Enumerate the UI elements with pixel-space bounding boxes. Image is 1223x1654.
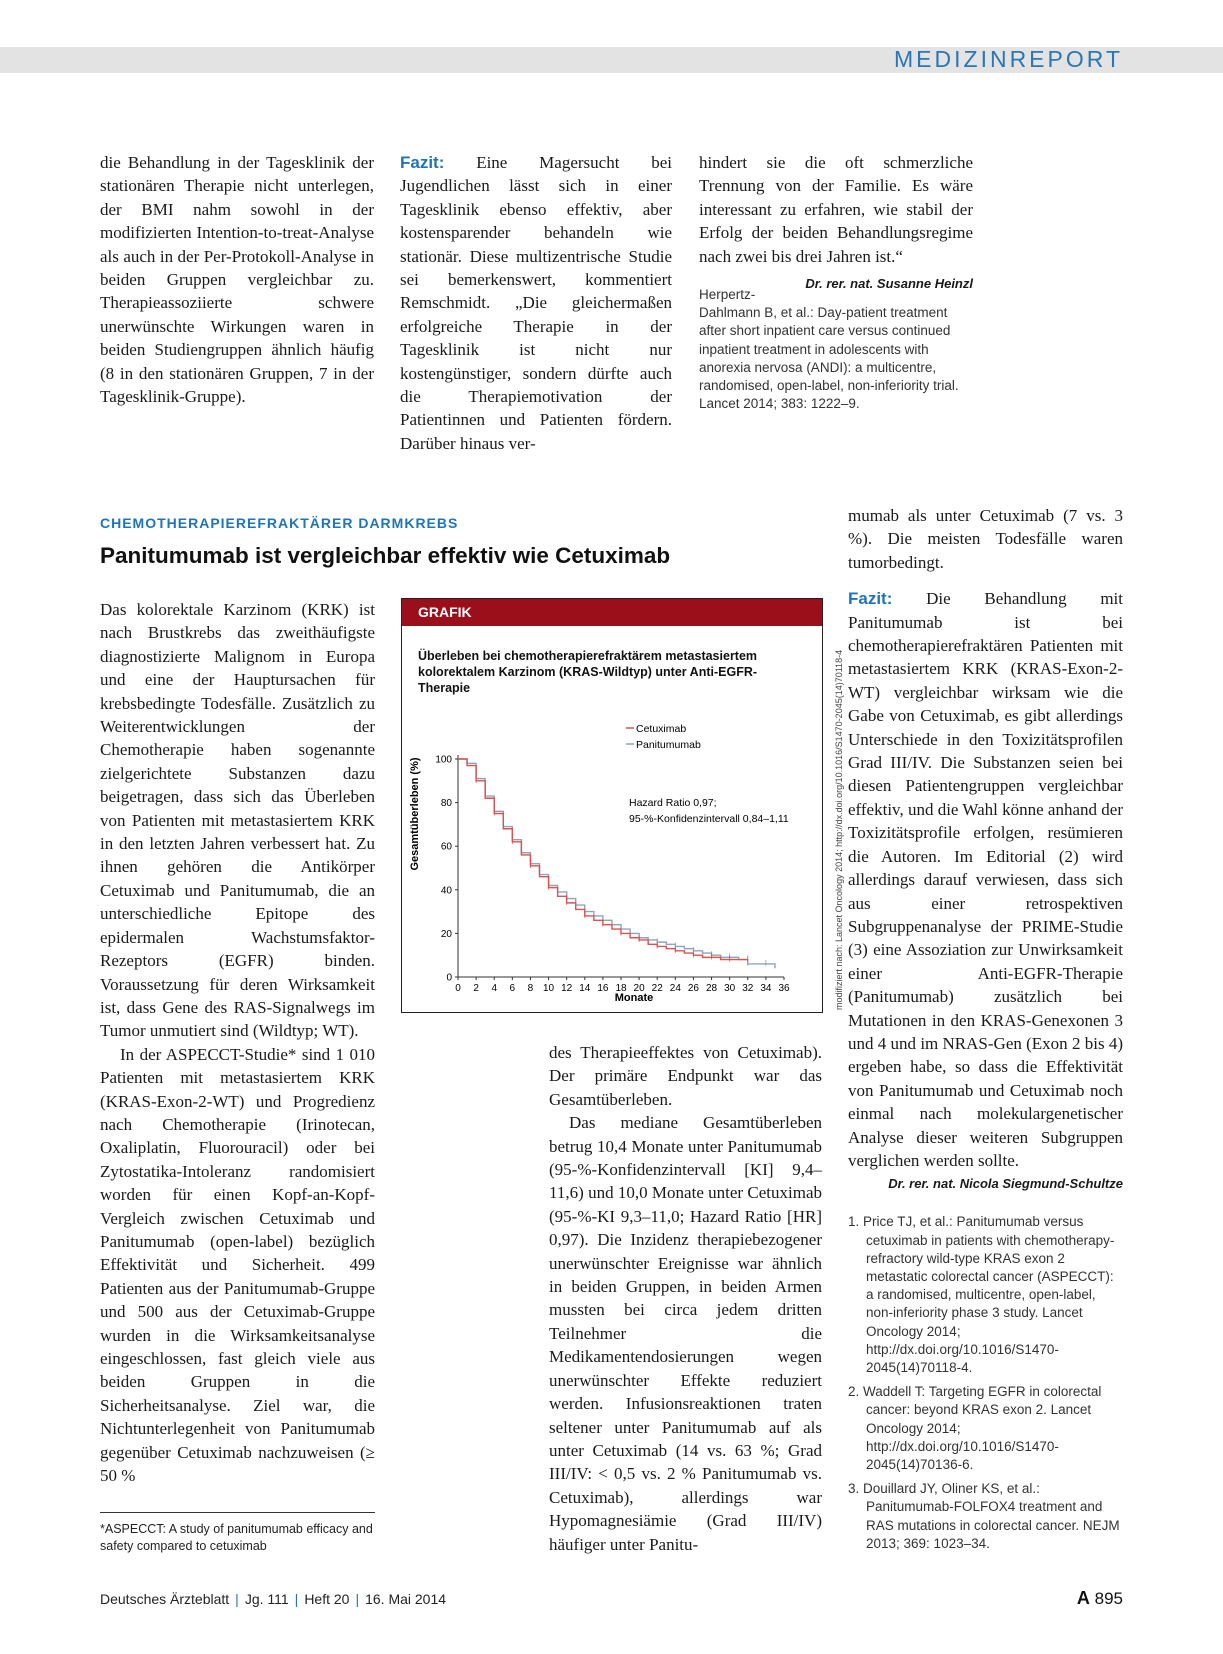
article-col1-paragraph-2: In der ASPECCT-Studie* sind 1 010 Patienten mit metastasiertem KRK (KRAS-Exon-2-WT) und Progredienz nach Chemotherapie (Irinotecan, Oxaliplatin, Fluorouracil) oder bei Zytostatika-Intoleranz randomisiert worden für einen Kopf-an-Kopf-Vergleich zwischen Cetuximab und Panitumumab (open-label) bezüglich Effektivität und Sicherheit. 499 Patienten aus der Panitumumab-Gruppe und 500 aus der Cetuximab-Gruppe wurden in die Wirksamkeitsanalyse eingeschlossen, fast gleich viele aus beiden Gruppen in die Sicherheitsanalyse. Ziel war, die Nichtunterlegenheit von Panitumumab gegenüber Cetuximab nachzuweisen (≥ 50 % [100, 1044, 375, 1486]
survival-chart [402, 679, 822, 1009]
article-column-2 [549, 1041, 822, 1556]
top-author: Dr. rer. nat. Susanne Heinzl [805, 276, 973, 292]
article-col3-fazit [848, 587, 1123, 1172]
top-column-3-body: hindert sie die oft schmerzliche Trennung von der Familie. Es wäre interessant zu erfahren, wie stabil der Erfolg der beiden Behandlungsregime nach zwei bis drei Jahren ist.“ [699, 153, 973, 266]
top-column-3 [699, 151, 973, 413]
footer-volume: Jg. 111 [244, 1591, 289, 1607]
y-tick-label: 80 [440, 798, 452, 810]
legend [626, 723, 701, 751]
top-column-3-text [699, 151, 973, 292]
page-prefix: A [1076, 1588, 1090, 1608]
section-label: MEDIZINREPORT [894, 46, 1123, 72]
footer-issue: Heft 20 [304, 1591, 350, 1607]
article-headline: Panitumumab ist vergleichbar effektiv wie Cetuximab [100, 543, 671, 568]
x-tick-label: 30 [724, 983, 736, 994]
hazard-ratio-line-2: 95-%-Konfidenzintervall 0,84–1,11 [629, 813, 789, 825]
footer-citation [100, 1591, 446, 1607]
y-tick-label: 40 [440, 885, 452, 897]
reference-item: 2. Waddell T: Targeting EGFR in colorectal cancer: beyond KRAS exon 2. Lancet Oncology 2014; http://dx.doi.org/10.1016/S1470-2045(14)70136-6. [848, 1384, 1102, 1473]
x-tick-label: 0 [455, 983, 461, 994]
article-column-1 [100, 598, 375, 1487]
article-col1-paragraph-1: Das kolorektale Karzinom (KRK) ist nach Brustkrebs das zweithäufigste diagnostizierte Malignom in Europa und eine der Hauptursachen für krebsbedingte Todesfälle. Zusätzlich zu Weiterentwicklungen der Chemotherapie haben sogenannte zielgerichtete Substanzen dazu beigetragen, dass sich das Überleben von Patienten mit metastasiertem KRK in den letzten Jahren verbessert hat. Zu ihnen gehören die Antikörper Cetuximab und Panitumumab, die an unterschiedliche Epitope des epidermalen Wachstumsfaktor-Rezeptors (EGFR) binden. Voraussetzung für deren Wirksamkeit ist, dass Gene des RAS-Signalwegs im Tumor unmutiert sind (Wildtyp; WT). [100, 600, 375, 1041]
x-tick-label: 32 [742, 983, 754, 994]
article-col2-paragraph-1: des Therapieeffektes von Cetuximab). Der primäre Endpunkt war das Gesamtüberleben. [549, 1043, 822, 1109]
x-tick-label: 8 [527, 983, 534, 994]
fazit-label-2: Fazit: [848, 589, 893, 609]
article-col3-top: mumab als unter Cetuximab (7 vs. 3 %). Die meisten Todesfälle waren tumorbedingt. [848, 506, 1123, 572]
footnote: *ASPECCT: A study of panitumumab efficacy and safety compared to cetuximab [100, 1522, 373, 1553]
reference-item: 3. Douillard JY, Oliner KS, et al.: Panitumumab-FOLFOX4 treatment and RAS mutations in colorectal cancer. NEJM 2013; 369: 1023–34. [848, 1481, 1120, 1551]
legend-label-cetuximab: Cetuximab [636, 723, 687, 735]
x-tick-label: 28 [705, 983, 718, 994]
y-tick-label: 100 [435, 754, 452, 766]
footer-separator: | [355, 1591, 360, 1607]
figure-title: Überleben bei chemotherapierefraktärem metastasiertem kolorektalem Karzinom (KRAS-Wildtyp) unter Anti-EGFR-Therapie [418, 649, 758, 695]
x-tick-label: 36 [778, 983, 790, 994]
reference-list [848, 1213, 1123, 1553]
fazit-label: Fazit: [400, 153, 445, 172]
footer-journal: Deutsches Ärzteblatt [100, 1591, 230, 1607]
article-col3-fazit-text: Die Behandlung mit Panitumumab ist bei chemotherapierefraktären Patienten mit metastasiertem KRK (KRAS-Exon-2-WT) vergleichbar wirksam wie die Gabe von Cetuximab, es gibt allerdings Unterschiede in den Toxizitätsprofilen Grad III/IV. Die Substanzen seien bei diesen Patientengruppen vergleichbar effektiv, und die Wahl könne anhand der Toxizitätsprofile erfolgen, resümieren die Autoren. Im Editorial (2) wird allerdings darauf verwiesen, dass sich aus einer retrospektiven Subgruppenanalyse der PRIME-Studie (3) eine Assoziation zur Unwirksamkeit einer Anti-EGFR-Therapie (Panitumumab) zusätzlich bei Mutationen in den KRAS-Genexonen 3 und 4 und im NRAS-Gen (Exon 2 bis 4) ergeben habe, so dass die Effektivität von Panitumumab und Cetuximab noch einmal nach molekulargenetischer Analyse dieser weiteren Subgruppen verglichen werden sollte. [848, 589, 1123, 1170]
top-column-1: die Behandlung in der Tagesklinik der stationären Therapie nicht unterlegen, der BMI nahm sowohl in der modifizierten Intention-to-treat-Analyse als auch in der Per-Protokoll-Analyse in beiden Gruppen vergleichbar zu. Therapieassoziierte schwere unerwünschte Wirkungen waren in beiden Studiengruppen ähnlich häufig (8 in den stationären Gruppen, 7 in der Tagesklinik-Gruppe). [100, 153, 374, 407]
x-tick-label: 24 [669, 983, 681, 994]
article-column-3 [848, 504, 1123, 1559]
article-author: Dr. rer. nat. Nicola Siegmund-Schultze [888, 1176, 1123, 1192]
series-line-cetuximab [458, 759, 748, 960]
figure-label: GRAFIK [402, 599, 822, 626]
x-tick-label: 18 [615, 983, 627, 994]
top-column-2 [400, 151, 672, 455]
x-tick-label: 22 [651, 983, 663, 994]
figure-source-text: modifiziert nach: Lancet Oncology 2014; http://dx.doi.org/10.1016/S1470-2045(14)70118-4 [834, 649, 844, 1010]
x-tick-label: 6 [509, 983, 516, 994]
page-number [1077, 1588, 1123, 1609]
figure-box [401, 598, 823, 1013]
x-tick-label: 20 [633, 983, 645, 994]
x-tick-label: 14 [579, 983, 591, 994]
footnote-rule [100, 1512, 375, 1513]
article-col2-paragraph-2: Das mediane Gesamtüberleben betrug 10,4 Monate unter Panitumumab (95-%-Konfidenzintervall [KI] 9,4–11,6) und 10,0 Monate unter Cetuximab (95-%-KI 9,3–11,0; Hazard Ratio [HR] 0,97). Die Inzidenz therapiebezogener unerwünschter Ereignisse war ähnlich in beiden Gruppen, in beiden Armen mussten bei circa jedem dritten Teilnehmer die Medikamentendosierungen wegen unerwünschter Effekte reduziert werden. Infusionsreaktionen traten seltener unter Panitumumab auf als unter Cetuximab (14 vs. 63 %; Grad III/IV: < 0,5 vs. 2 % Panitumumab vs. Cetuximab), allerdings war Hypomagnesiämie (Grad III/IV) häufiger unter Panitu- [549, 1113, 822, 1554]
y-tick-label: 20 [440, 928, 452, 940]
reference-item: 1. Price TJ, et al.: Panitumumab versus cetuximab in patients with chemotherapy-refractory wild-type KRAS exon 2 metastatic colorectal cancer (ASPECCT): a randomised, multicentre, open-label, non-inferiority phase 3 study. Lancet Oncology 2014; http://dx.doi.org/10.1016/S1470-2045(14)70118-4. [848, 1214, 1115, 1375]
x-tick-label: 34 [760, 983, 772, 994]
footer-separator: | [235, 1591, 239, 1607]
figure-source-note [822, 649, 844, 1010]
page-number-value: 895 [1094, 1589, 1123, 1608]
x-tick-label: 4 [491, 983, 498, 994]
chart-series [458, 759, 775, 968]
footer-date: 16. Mai 2014 [365, 1591, 447, 1607]
top-reference: Herpertz-Dahlmann B, et al.: Day-patient treatment after short inpatient care versus continued inpatient treatment in adolescents with anorexia nervosa (ANDI): a multicentre, randomised, open-label, non-inferiority trial. Lancet 2014; 383: 1222–9. [699, 287, 959, 412]
footer-separator: | [294, 1591, 299, 1607]
x-tick-label: 16 [597, 983, 609, 994]
y-axis-label: Gesamtüberleben (%) [409, 757, 421, 871]
top-column-2-text: Eine Magersucht bei Jugendlichen lässt sich in einer Tagesklinik ebenso effektiv, aber kostensparender behandeln wie stationär. Diese multizentrische Studie sei bemerkenswert, kommentiert Remschmidt. „Die gleichermaßen erfolgreiche Therapie in der Tagesklinik ist nicht nur kostengünstiger, sondern dürfte auch die Therapiemotivation der Patientinnen und Patienten fördern. Darüber hinaus ver- [400, 153, 672, 453]
x-axis-label: Monate [614, 992, 654, 1004]
x-tick-label: 2 [473, 983, 479, 994]
article-kicker: CHEMOTHERAPIEREFRAKTÄRER DARMKREBS [100, 515, 459, 531]
legend-label-panitumumab: Panitumumab [636, 739, 701, 751]
y-tick-label: 0 [446, 972, 452, 984]
y-tick-label: 60 [440, 841, 452, 853]
x-tick-label: 26 [687, 983, 700, 994]
series-line-panitumumab [458, 759, 775, 968]
x-tick-label: 12 [561, 983, 573, 994]
hazard-ratio-line-1: Hazard Ratio 0,97; [629, 797, 717, 809]
x-tick-label: 10 [542, 983, 555, 994]
